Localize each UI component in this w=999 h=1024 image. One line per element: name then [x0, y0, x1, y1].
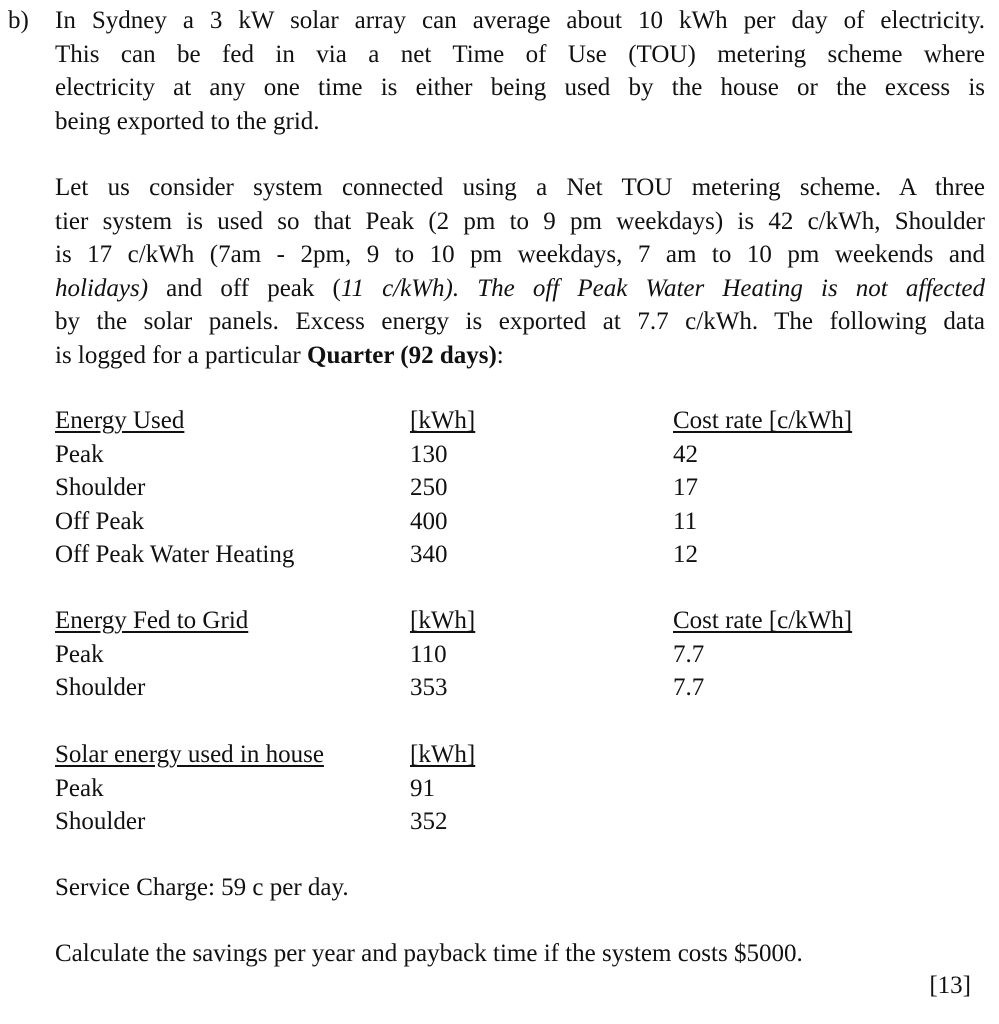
- row-label: Peak: [55, 440, 104, 468]
- row-kwh: 250: [410, 474, 448, 501]
- intro-line-3: electricity at any one time is either being used by the house or the excess is: [55, 74, 985, 102]
- row-kwh: 110: [410, 640, 447, 668]
- table-row: [55, 805, 985, 839]
- energy-fed-table: [55, 604, 985, 705]
- table-row: [55, 671, 985, 705]
- table-row: [55, 505, 985, 539]
- question-label: b): [8, 7, 29, 34]
- scheme-line-6: is logged for a particular Quarter (92 days):: [55, 341, 504, 369]
- kwh-header: [kWh]: [410, 607, 476, 634]
- cost-rate-header: Cost rate [c/kWh]: [673, 407, 853, 434]
- scheme-line-3: is 17 c/kWh (7am - 2pm, 9 to 10 pm weekdays, 7 am to 10 pm weekends and: [55, 241, 985, 269]
- cost-rate-header: Cost rate [c/kWh]: [673, 607, 853, 634]
- kwh-header: [kWh]: [410, 407, 476, 434]
- row-label: Shoulder: [55, 474, 146, 501]
- row-label: Peak: [55, 640, 104, 668]
- intro-line-2: This can be fed in via a net Time of Use (TOU) metering scheme where: [55, 40, 985, 68]
- scheme-line-1: Let us consider system connected using a Net TOU metering scheme. A three: [55, 174, 985, 201]
- intro-paragraph: [55, 4, 985, 138]
- solar-used-header: Solar energy used in house: [55, 741, 324, 768]
- table-header-row: [55, 404, 985, 438]
- energy-used-header: Energy Used: [55, 407, 185, 434]
- task-instruction: Calculate the savings per year and payback time if the system costs $5000.: [55, 940, 803, 967]
- intro-line-4: being exported to the grid.: [55, 107, 320, 135]
- row-rate: 11: [673, 507, 698, 535]
- energy-fed-header: Energy Fed to Grid: [55, 607, 249, 634]
- kwh-header: [kWh]: [410, 741, 476, 768]
- table-row: [55, 638, 985, 672]
- solar-used-table: [55, 738, 985, 839]
- row-label: Peak: [55, 774, 104, 802]
- table-row: [55, 438, 985, 472]
- row-kwh: 340: [410, 541, 448, 568]
- table-header-row: [55, 604, 985, 638]
- scheme-line-5: by the solar panels. Excess energy is exported at 7.7 c/kWh. The following data: [55, 308, 985, 336]
- row-kwh: 91: [410, 774, 435, 802]
- service-charge: Service Charge: 59 c per day.: [55, 874, 349, 901]
- energy-used-table: [55, 404, 985, 572]
- row-kwh: 400: [410, 507, 448, 535]
- row-kwh: 130: [410, 440, 448, 468]
- row-label: Shoulder: [55, 674, 146, 701]
- intro-line-1: In Sydney a 3 kW solar array can average about 10 kWh per day of electricity.: [55, 7, 985, 34]
- marks: [13]: [929, 972, 971, 999]
- row-rate: 7.7: [673, 640, 705, 668]
- table-row: [55, 538, 985, 572]
- row-rate: 12: [673, 541, 698, 568]
- row-rate: 7.7: [673, 674, 705, 701]
- table-header-row: [55, 738, 985, 772]
- scheme-line-2: tier system is used so that Peak (2 pm to 9 pm weekdays) is 42 c/kWh, Shoulder: [55, 207, 985, 235]
- table-row: [55, 772, 985, 806]
- table-row: [55, 471, 985, 505]
- row-label: Shoulder: [55, 808, 146, 835]
- row-kwh: 353: [410, 674, 448, 701]
- row-label: Off Peak Water Heating: [55, 541, 295, 568]
- scheme-paragraph: [55, 171, 985, 373]
- row-rate: 42: [673, 440, 698, 468]
- row-kwh: 352: [410, 808, 448, 835]
- row-rate: 17: [673, 474, 698, 501]
- scheme-line-4: holidays) and off peak (11 c/kWh). The off Peak Water Heating is not affected: [55, 274, 985, 302]
- row-label: Off Peak: [55, 507, 145, 535]
